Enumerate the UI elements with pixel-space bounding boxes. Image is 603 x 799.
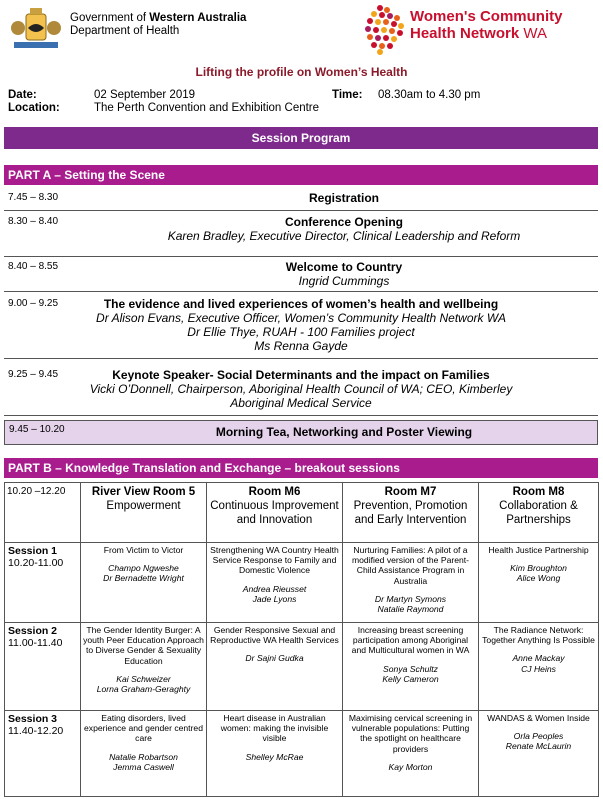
agenda-speaker: Ms Renna Gayde: [254, 339, 348, 353]
talk-author: Natalie Robartson: [109, 751, 178, 762]
session-label-cell: [5, 711, 81, 797]
room-theme: Empowerment: [106, 500, 181, 512]
agenda-title: Welcome to Country: [285, 260, 403, 274]
gov-line1-prefix: Government of: [70, 12, 150, 24]
talk-title: Health Justice Partnership: [488, 545, 589, 555]
session-cell: [207, 711, 343, 797]
room-header-cell: [479, 483, 599, 543]
talk-title: WANDAS & Women Inside: [487, 713, 590, 723]
session-label-cell: [5, 623, 81, 711]
talk-author: Champo Ngweshe: [108, 563, 179, 574]
talk-title: Eating disorders, lived experience and gender centred care: [84, 713, 203, 744]
part-b-bar: PART B – Knowledge Translation and Exchange – breakout sessions: [4, 458, 598, 478]
agenda-time: 8.30 – 8.40: [8, 216, 59, 227]
date-label: Date:: [8, 89, 37, 101]
agenda-time: 7.45 – 8.30: [8, 192, 59, 203]
talk-author: Jade Lyons: [252, 593, 297, 604]
talk-title: From Victim to Victor: [103, 545, 184, 555]
session-program-bar: Session Program: [4, 127, 598, 149]
agenda-title: Registration: [308, 191, 379, 205]
agenda-time: 9.25 – 9.45: [8, 369, 59, 380]
session-time: 11.00-11.40: [8, 637, 63, 649]
session-label: Session 1: [8, 545, 58, 557]
session-cell: [207, 543, 343, 623]
agenda-row-evidence: [4, 295, 598, 359]
talk-author: CJ Heins: [521, 663, 556, 674]
wchn-logo-text: [410, 8, 562, 42]
location-row: [8, 101, 320, 115]
session-label: Session 2: [8, 625, 58, 637]
gov-line1-bold: Western Australia: [149, 12, 247, 24]
breakout-sessions-table: [4, 482, 599, 797]
agenda-speaker: Dr Ellie Thye, RUAH - 100 Families project: [187, 325, 415, 339]
date-row: [8, 88, 481, 102]
talk-author: Dr Sajni Gudka: [245, 653, 304, 664]
agenda-row-registration: [4, 189, 598, 211]
talk-author: Kai Schweizer: [116, 673, 171, 684]
date-value: 02 September 2019: [94, 89, 196, 101]
room-name: Room M7: [384, 486, 437, 498]
talk-author: Shelley McRae: [245, 751, 304, 762]
talk-title: The Radiance Network: Together Anything Is Possible: [482, 625, 595, 646]
agenda-title: The evidence and lived experiences of women’s health and wellbeing: [103, 297, 499, 311]
room-theme: Collaboration & Partnerships: [499, 500, 578, 526]
session-cell: [81, 543, 207, 623]
wchn-line2: Health Network: [410, 25, 520, 42]
location-label: Location:: [8, 102, 60, 114]
talk-author: Dr Martyn Symons: [374, 593, 447, 604]
agenda-speaker: Ingrid Cummings: [298, 274, 390, 288]
wchn-wa: WA: [523, 25, 547, 42]
session-cell: [479, 711, 599, 797]
talk-author: Kay Morton: [388, 761, 433, 772]
agenda-title: Morning Tea, Networking and Poster Viewing: [215, 425, 473, 439]
wchn-line1: Women's Community: [410, 8, 563, 25]
session-cell: [343, 711, 479, 797]
agenda-row-opening: [4, 213, 598, 257]
location-value: The Perth Convention and Exhibition Centre: [94, 102, 320, 114]
page-header: [0, 0, 603, 60]
session-cell: [207, 623, 343, 711]
talk-author: Lorna Graham-Geraghty: [96, 684, 191, 695]
agenda-time: 9.00 – 9.25: [8, 298, 59, 309]
agenda-row-welcome: [4, 258, 598, 292]
talk-author: Kelly Cameron: [382, 673, 439, 684]
agenda-speaker: Vicki O’Donnell, Chairperson, Aboriginal Health Council of WA; CEO, Kimberley: [89, 382, 513, 396]
room-name: River View Room 5: [91, 486, 196, 498]
talk-author: Kim Broughton: [510, 563, 567, 574]
talk-author: Alice Wong: [516, 573, 561, 584]
session-cell: [343, 623, 479, 711]
table-header-row: [5, 483, 599, 543]
session-cell: [81, 711, 207, 797]
room-theme: Continuous Improvement and Innovation: [210, 500, 339, 526]
session-cell: [81, 623, 207, 711]
agenda-row-morning-tea: [4, 420, 598, 445]
wa-map-mosaic-icon: [360, 2, 406, 56]
talk-title: Increasing breast screening participation among Aboriginal and Multicultural women in WA: [351, 625, 470, 656]
talk-title: The Gender Identity Burger: A youth Peer Education Approach to Diverse Gender & Sexuality Education: [83, 625, 204, 666]
part-a-bar: PART A – Setting the Scene: [4, 165, 598, 185]
agenda-speaker: Dr Alison Evans, Executive Officer, Women’s Community Health Network WA: [96, 311, 506, 325]
agenda-title: Keynote Speaker- Social Determinants and the impact on Families: [112, 368, 490, 382]
agenda-time: 9.45 – 10.20: [9, 424, 65, 435]
talk-author: Orla Peoples: [513, 731, 564, 742]
room-name: Room M6: [248, 486, 301, 498]
session-cell: [479, 623, 599, 711]
document-title: Lifting the profile on Women’s Health: [195, 65, 408, 79]
talk-author: Dr Bernadette Wright: [103, 573, 184, 584]
talk-title: Strengthening WA Country Health Service Response to Family and Domestic Violence: [210, 545, 339, 576]
talk-author: Natalie Raymond: [377, 604, 444, 615]
room-header-cell: [343, 483, 479, 543]
gov-line2: Department of Health: [70, 25, 180, 37]
time-label: Time:: [332, 89, 363, 101]
session-time: 10.20-11.00: [8, 557, 64, 569]
table-row-session-3: [5, 711, 599, 797]
talk-title: Heart disease in Australian women: making the invisible visible: [220, 713, 329, 744]
agenda-speaker: Aboriginal Medical Service: [230, 396, 372, 410]
session-cell: [343, 543, 479, 623]
room-theme: Prevention, Promotion and Early Intervention: [353, 500, 468, 526]
talk-title: Gender Responsive Sexual and Reproductive WA Health Services: [210, 625, 339, 646]
session-label-cell: [5, 543, 81, 623]
agenda-speaker: Karen Bradley, Executive Director, Clinical Leadership and Reform: [167, 229, 521, 243]
talk-author: Jemma Caswell: [113, 761, 174, 772]
table-row-session-1: [5, 543, 599, 623]
talk-author: Sonya Schultz: [383, 663, 438, 674]
table-time-cell: 10.20 –12.20: [5, 483, 81, 543]
session-cell: [479, 543, 599, 623]
talk-title: Nurturing Families: A pilot of a modified version of the Parent-Child Assistance Program in Australia: [351, 545, 470, 586]
session-time: 11.40-12.20: [8, 725, 64, 737]
room-header-cell: [81, 483, 207, 543]
time-value: 08.30am to 4.30 pm: [378, 89, 481, 101]
agenda-title: Conference Opening: [284, 215, 403, 229]
table-row-session-2: [5, 623, 599, 711]
gov-wa-logo-text: [70, 12, 246, 38]
talk-author: Anne Mackay: [512, 653, 565, 664]
talk-author: Andrea Rieusset: [242, 583, 307, 594]
talk-author: Renate McLaurin: [505, 741, 572, 752]
room-name: Room M8: [512, 486, 565, 498]
wa-government-crest-icon: [8, 6, 64, 52]
room-header-cell: [207, 483, 343, 543]
talk-title: Maximising cervical screening in vulnerable populations: Putting the spotlight on healthcare providers: [348, 713, 473, 754]
agenda-time: 8.40 – 8.55: [8, 261, 59, 272]
session-label: Session 3: [8, 713, 58, 725]
agenda-row-keynote: [4, 366, 598, 416]
